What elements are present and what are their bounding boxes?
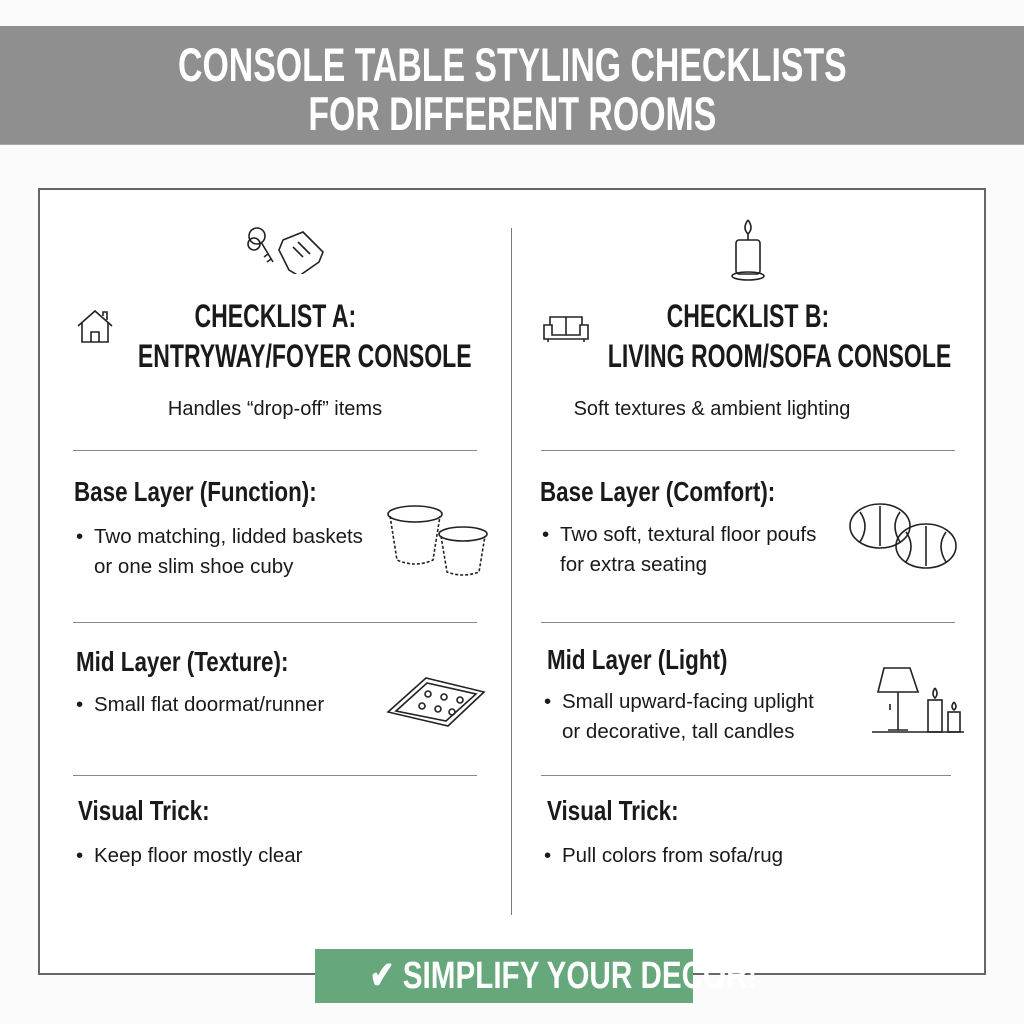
list-item: • Pull colors from sofa/rug: [542, 841, 783, 871]
separator: [541, 622, 955, 623]
candle-icon: [728, 216, 768, 282]
list-item: • Two matching, lidded baskets or one slim shoe cuby: [74, 522, 363, 582]
section-heading: Base Layer (Comfort):: [540, 476, 776, 507]
list-item: • Keep floor mostly clear: [74, 841, 303, 871]
section-heading: Mid Layer (Light): [547, 644, 728, 675]
section-heading: Mid Layer (Texture):: [76, 646, 289, 677]
checklist-a-title: CHECKLIST A: ENTRYWAY/FOYER CONSOLE: [137, 298, 472, 374]
checkmark-icon: ✔: [369, 955, 403, 997]
separator: [541, 775, 951, 776]
section-heading: Visual Trick:: [547, 795, 679, 826]
separator: [73, 622, 477, 623]
keys-and-hand-icon: [243, 222, 327, 274]
page-title-line1: CONSOLE TABLE STYLING CHECKLISTS: [177, 38, 847, 91]
separator: [73, 775, 477, 776]
baskets-icon: [385, 500, 493, 578]
page-title-line2: FOR DIFFERENT ROOMS: [308, 87, 716, 140]
lamp-and-candles-icon: [870, 664, 966, 736]
doormat-icon: [386, 672, 486, 728]
simplify-decor-banner: ✔ SIMPLIFY YOUR DECOR!: [315, 949, 693, 1003]
section-heading: Base Layer (Function):: [74, 476, 317, 507]
poufs-icon: [848, 500, 960, 572]
list-item: • Two soft, textural floor poufs for extra seating: [540, 520, 816, 580]
section-heading: Visual Trick:: [78, 795, 210, 826]
checklist-a-subtitle: Handles “drop-off” items: [167, 398, 383, 420]
column-divider: [511, 228, 512, 915]
separator: [541, 450, 955, 451]
list-item: • Small upward-facing uplight or decorative, tall candles: [542, 687, 814, 747]
checklist-b-title: CHECKLIST B: LIVING ROOM/SOFA CONSOLE: [607, 298, 952, 374]
checklist-b-subtitle: Soft textures & ambient lighting: [573, 398, 851, 420]
list-item: • Small flat doormat/runner: [74, 690, 324, 720]
separator: [73, 450, 477, 451]
